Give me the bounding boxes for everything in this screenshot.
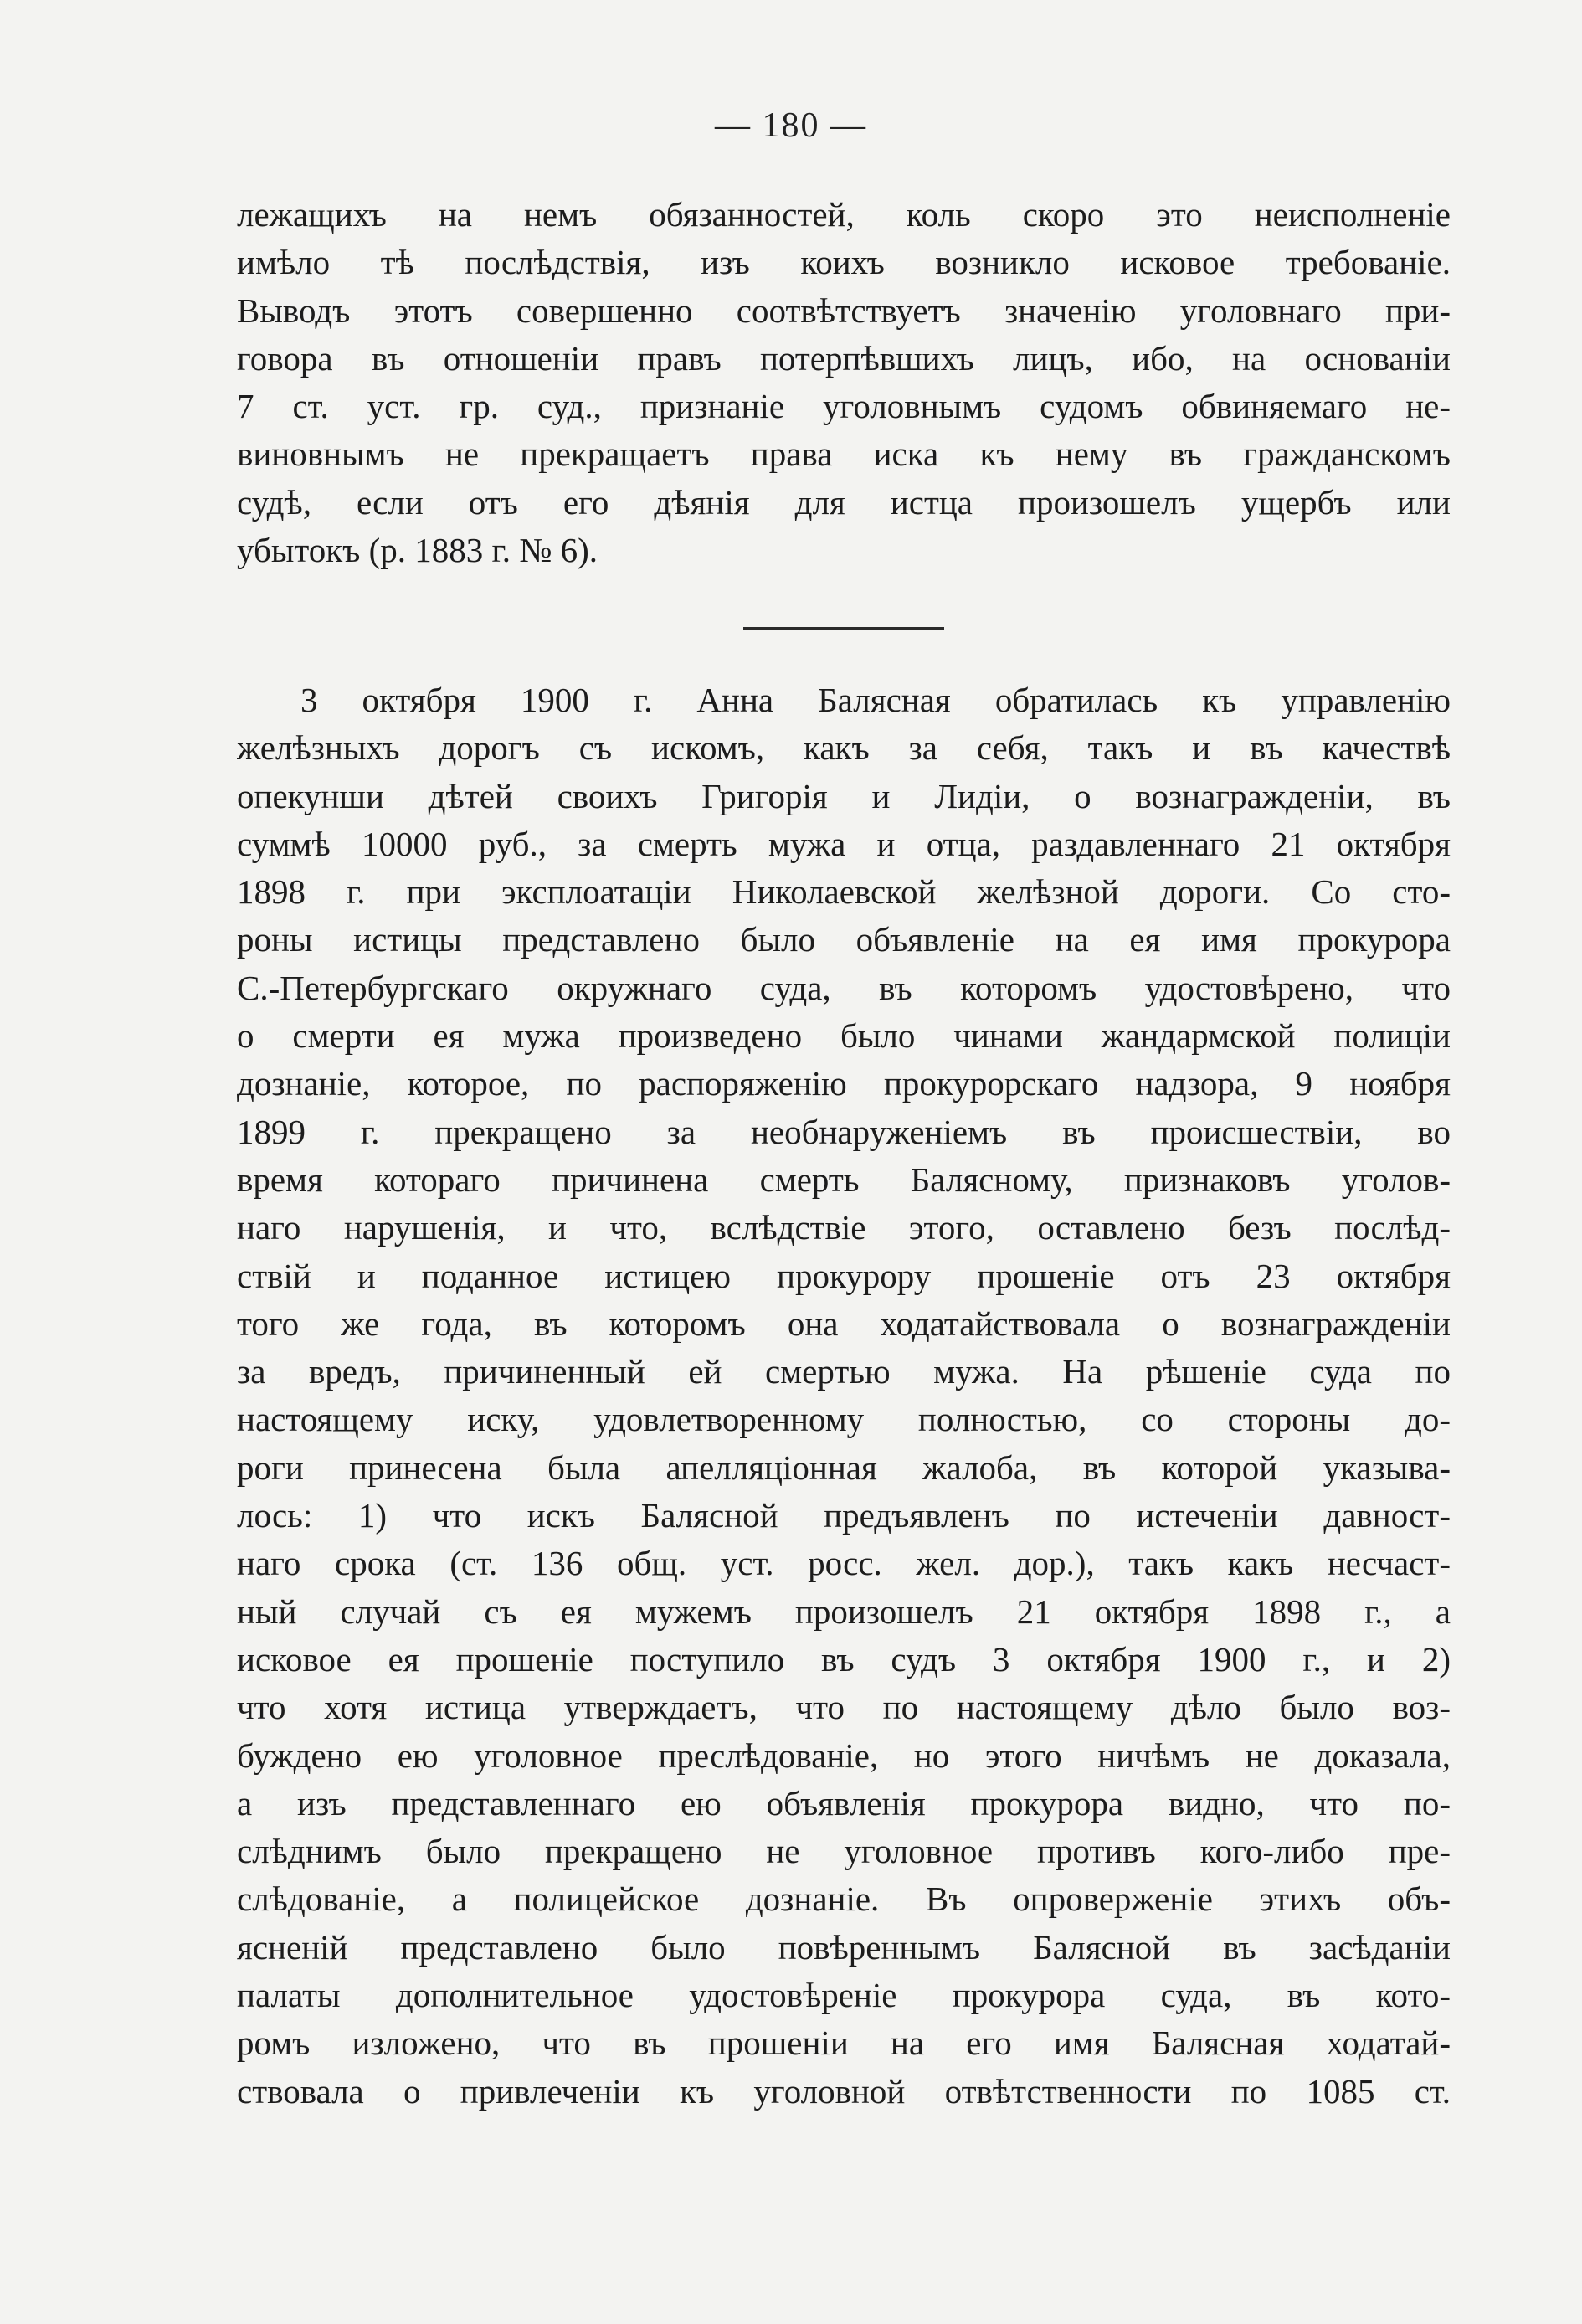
text-line: С.-Петербургскаго окружнаго суда, въ которомъ удостовѣрено, что [237, 968, 1451, 1007]
text-line: ромъ изложено, что въ прошеніи на его имя Балясная ходатай- [237, 2023, 1451, 2063]
text-line: лежащихъ на немъ обязанностей, коль скоро это неисполненіе [237, 195, 1451, 234]
paragraph-1 [237, 191, 1451, 574]
text-line: время котораго причинена смерть Балясному, признаковъ уголов- [237, 1159, 1451, 1199]
text-line: ясненій представлено было повѣреннымъ Балясной въ засѣданіи [237, 1927, 1451, 1967]
text-line: 7 ст. уст. гр. суд., признаніе уголовнымъ судомъ обвиняемаго не- [237, 387, 1451, 426]
text-line: роги принесена была апелляціонная жалоба, въ которой указыва- [237, 1447, 1451, 1487]
text-line: 3 октября 1900 г. Анна Балясная обратилась къ управленію [300, 681, 1451, 719]
text-line: наго срока (ст. 136 общ. уст. росс. жел. дор.), такъ какъ несчаст- [237, 1544, 1451, 1583]
text-line: ствій и поданное истицею прокурору прошеніе отъ 23 октября [237, 1256, 1451, 1295]
section-divider [743, 627, 944, 630]
text-line: исковое ея прошеніе поступило въ судъ 3 октября 1900 г., и 2) [237, 1639, 1451, 1679]
text-line: судѣ, если отъ его дѣянія для истца произошелъ ущербъ или [237, 482, 1451, 522]
text-line: за вредъ, причиненный ей смертью мужа. На рѣшеніе суда по [237, 1352, 1451, 1391]
text-line: что хотя истица утверждаетъ, что по настоящему дѣло было воз- [237, 1688, 1451, 1727]
text-line: дознаніе, которое, по распоряженію прокурорскаго надзора, 9 ноября [237, 1064, 1451, 1103]
text-line: говора въ отношеніи правъ потерпѣвшихъ лицъ, ибо, на основаніи [237, 338, 1451, 378]
text-line: 1898 г. при эксплоатаціи Николаевской желѣзной дороги. Со сто- [237, 872, 1451, 912]
text-line: лось: 1) что искъ Балясной предъявленъ по истеченіи давност- [237, 1496, 1451, 1535]
text-line: виновнымъ не прекращаетъ права иска къ нему въ гражданскомъ [237, 434, 1451, 474]
text-line: убытокъ (р. 1883 г. № 6). [237, 531, 598, 570]
text-line: наго нарушенія, и что, вслѣдствіе этого, оставлено безъ послѣд- [237, 1208, 1451, 1247]
text-line: ный случай съ ея мужемъ произошелъ 21 октября 1898 г., а [237, 1591, 1451, 1631]
text-line: палаты дополнительное удостовѣреніе прокурора суда, въ кото- [237, 1976, 1451, 2015]
paragraph-2 [237, 676, 1451, 2116]
text-line: имѣло тѣ послѣдствія, изъ коихъ возникло исковое требованіе. [237, 243, 1451, 282]
text-line: опекунши дѣтей своихъ Григорія и Лидіи, о вознагражденіи, въ [237, 776, 1451, 815]
text-line: суммѣ 10000 руб., за смерть мужа и отца, раздавленнаго 21 октября [237, 824, 1451, 863]
text-line: слѣднимъ было прекращено не уголовное противъ кого-либо пре- [237, 1832, 1451, 1871]
text-line: желѣзныхъ дорогъ съ искомъ, какъ за себя, такъ и въ качествѣ [237, 728, 1451, 768]
text-line: ствовала о привлеченіи къ уголовной отвѣтственности по 1085 ст. [237, 2071, 1451, 2111]
text-line: слѣдованіе, а полицейское дознаніе. Въ опроверженіе этихъ объ- [237, 1879, 1451, 1919]
page-number: — 180 — [715, 106, 867, 145]
text-line: Выводъ этотъ совершенно соотвѣтствуетъ значенію уголовнаго при- [237, 290, 1451, 330]
text-line: того же года, въ которомъ она ходатайствовала о вознагражденіи [237, 1303, 1451, 1343]
text-line: роны истицы представлено было объявленіе на ея имя прокурора [237, 920, 1451, 959]
text-line: буждено ею уголовное преслѣдованіе, но этого ничѣмъ не доказала, [237, 1735, 1451, 1775]
text-line: о смерти ея мужа произведено было чинами жандармской полиціи [237, 1016, 1451, 1056]
text-line: настоящему иску, удовлетворенному полностью, со стороны до- [237, 1400, 1451, 1439]
text-line: 1899 г. прекращено за необнаруженіемъ въ происшествіи, во [237, 1112, 1451, 1151]
text-line: а изъ представленнаго ею объявленія прокурора видно, что по- [237, 1783, 1451, 1823]
